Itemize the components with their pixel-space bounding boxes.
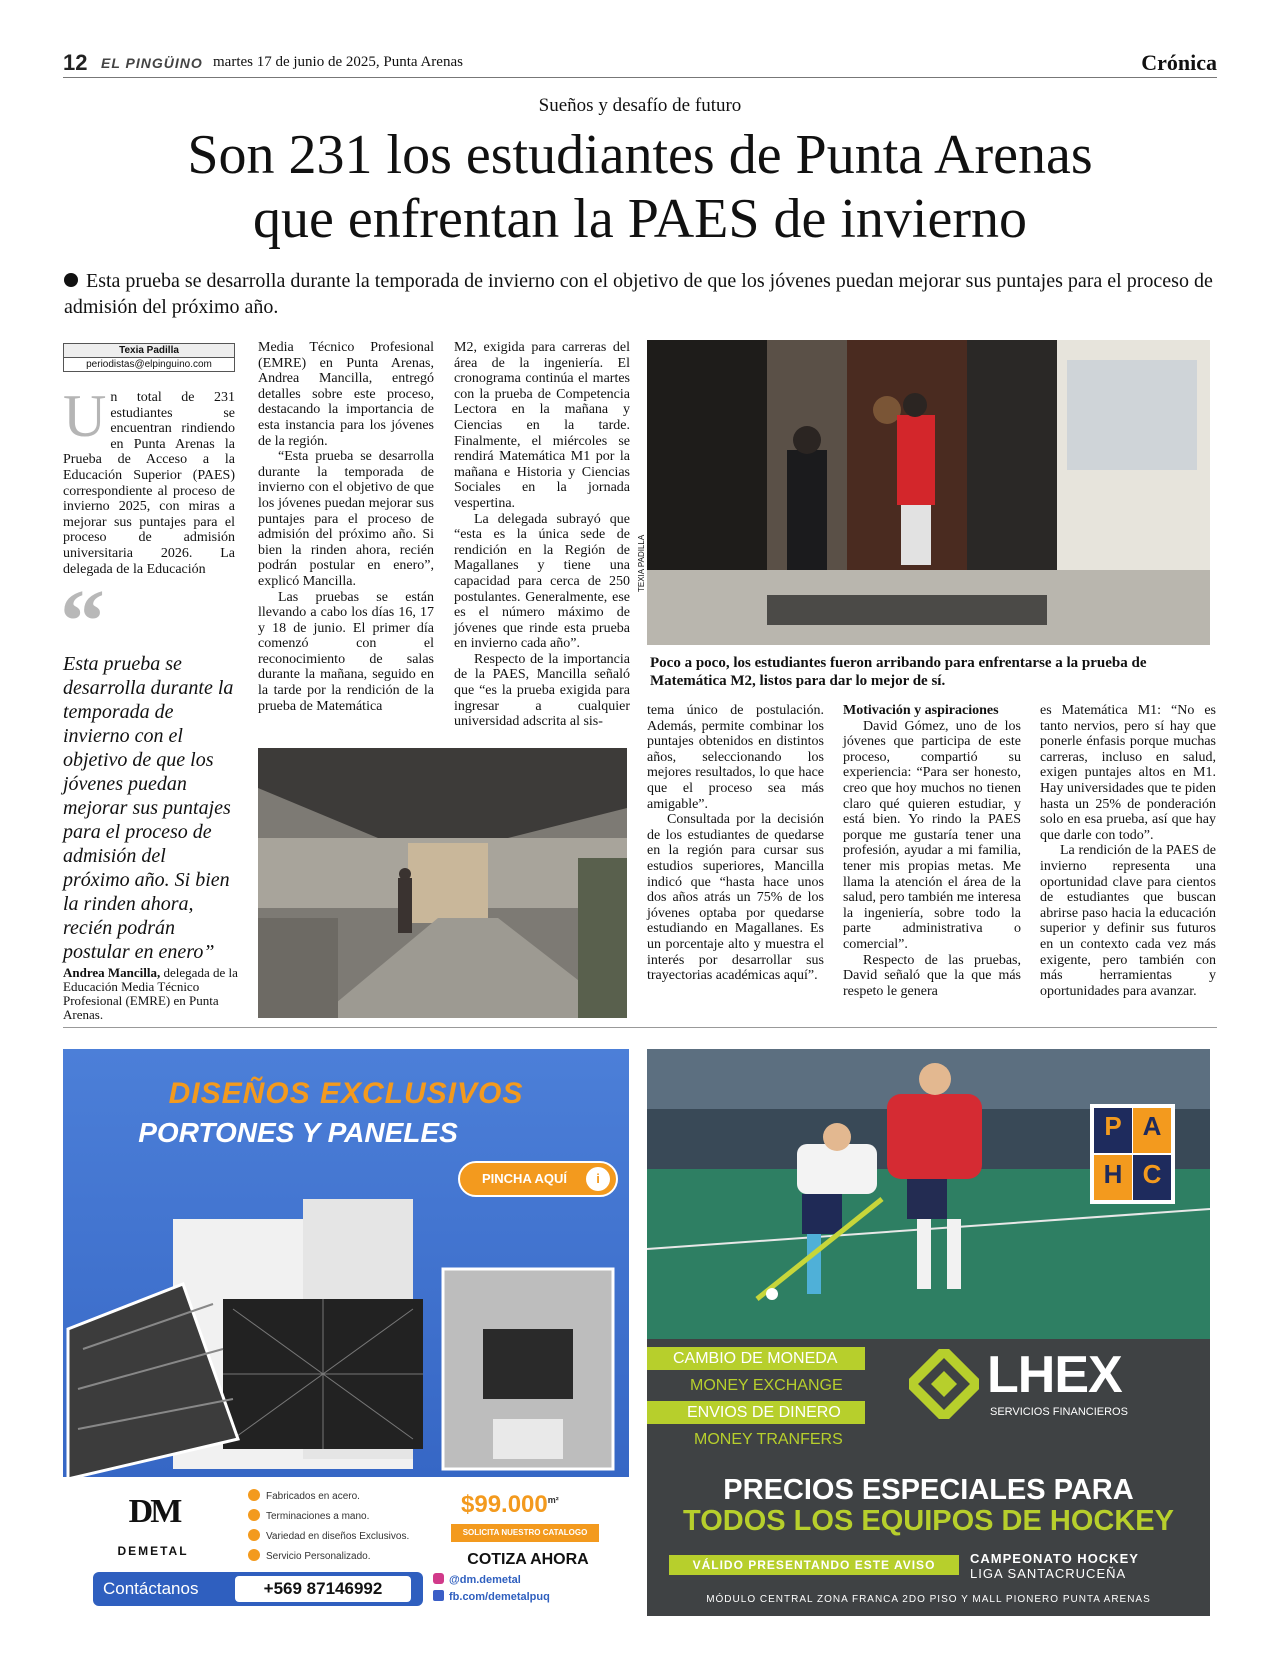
service-item: ENVIOS DE DINERO — [647, 1401, 865, 1424]
instagram-icon — [433, 1573, 444, 1584]
gate-panels-illustration — [63, 1179, 629, 1479]
quote-mark-icon: “ — [60, 572, 105, 671]
check-icon — [248, 1549, 260, 1561]
demetal-logo-icon: DM — [128, 1493, 180, 1530]
paragraph: n total de 231 estudiantes se encuentran rindiendo en Punta Arenas la Prueba de Acceso a la Educación Superior (PAES) correspondiente al proceso de invierno 2025, con miras a mejorar sus puntajes para el proceso de admisión universitaria 2026. La delegada de la Educación — [63, 390, 235, 577]
feature-list — [248, 1489, 438, 1569]
feature-item — [248, 1509, 438, 1529]
attribution-role: delegada de la Educación Media Técnico Profesional (EMRE) en Punta Arenas. — [63, 965, 238, 1022]
service-item: MONEY EXCHANGE — [690, 1377, 843, 1394]
lhex-brand-subtitle: SERVICIOS FINANCIEROS — [990, 1406, 1128, 1418]
subhead: Motivación y aspiraciones — [843, 703, 999, 718]
check-icon — [248, 1529, 260, 1541]
attribution-name: Andrea Mancilla, — [63, 965, 161, 980]
divider — [63, 1027, 1217, 1028]
ad-subtitle: PORTONES Y PANELES — [138, 1117, 458, 1148]
headline-line-1: Son 231 los estudiantes de Punta Arenas — [187, 124, 1093, 186]
catalog-button[interactable]: SOLICITA NUESTRO CATALOGO — [451, 1524, 599, 1542]
paragraph: tema único de postulación. Además, permite combinar los puntajes obtenidos en distintos años, seleccionando los mejores resultados, lo que hace que el proceso sea más amigable”. — [647, 703, 824, 812]
photo-students-entrance — [647, 340, 1210, 645]
cta-label: PINCHA AQUÍ — [482, 1171, 567, 1186]
page-header — [63, 50, 1217, 78]
byline — [63, 343, 235, 372]
brand-name: DEMETAL — [117, 1544, 189, 1558]
lede-text: Esta prueba se desarrolla durante la temporada de invierno con el objetivo de que los jóvenes puedan mejorar sus puntajes para el proceso de admisión del próximo año. — [64, 270, 1213, 318]
drop-cap: U — [63, 383, 107, 449]
info-icon: i — [586, 1167, 610, 1191]
paragraph: M2, exigida para carreras del área de la ingeniería. El cronograma continúa el martes con la prueba de Competencia Lectora en la mañana y Ciencias en la tarde. Finalmente, el miércoles se rendirá Matemática M1 por la mañana e Historia y Ciencias Sociales en la jornada vespertina. — [454, 340, 630, 511]
column-1 — [63, 383, 235, 577]
instagram-link[interactable] — [433, 1573, 613, 1590]
byline-email[interactable]: periodistas@elpinguino.com — [64, 358, 234, 371]
campeonato-line-2: LIGA SANTACRUCEÑA — [970, 1566, 1127, 1581]
facebook-handle: fb.com/demetalpuq — [449, 1591, 550, 1603]
price-unit: m² — [547, 1495, 559, 1505]
column-6 — [1040, 703, 1216, 999]
feature-text: Servicio Personalizado. — [266, 1551, 371, 1562]
dateline: martes 17 de junio de 2025, Punta Arenas — [213, 54, 463, 70]
feature-text: Fabricados en acero. — [266, 1491, 360, 1502]
paragraph: David Gómez, uno de los jóvenes que participa de este proceso, compartió su experiencia: “Para ser honesto, creo que hoy muchos no tienen claro qué quieren estudiar, y está bien. Yo rindo la PAES porque me gustaría tener una profesión, ayudar a mi familia, tener mis propias metas. Me llama la atención el área de la salud, pero también me interesa la ingeniería, sobre todo la parte administrativa o comercial”. — [843, 718, 1021, 952]
photo-credit: TEXIA PADILLA — [637, 534, 646, 592]
promo-headline-2: TODOS LOS EQUIPOS DE HOCKEY — [683, 1505, 1174, 1537]
facebook-link[interactable] — [433, 1590, 613, 1603]
contact-label: Contáctanos — [103, 1579, 199, 1598]
club-letter: C — [1142, 1159, 1162, 1189]
lede — [64, 268, 1224, 320]
ad-lhex[interactable] — [647, 1049, 1210, 1616]
hockey-players-photo — [647, 1049, 1210, 1339]
phone-number[interactable]: +569 87146992 — [235, 1576, 411, 1602]
column-2 — [258, 340, 434, 714]
ad-demetal[interactable] — [63, 1049, 629, 1616]
column-4 — [647, 703, 824, 984]
facebook-icon — [433, 1590, 444, 1601]
club-letter: H — [1103, 1159, 1123, 1189]
feature-text: Terminaciones a mano. — [266, 1511, 370, 1522]
paragraph: La delegada subrayó que “esta es la única sede de rendición en la Región de Magallanes y tiene una capacidad para cerca de 250 postulantes. Generalmente, ese es el número máximo de jóvenes que rinde esta prueba en invierno cada año”. — [454, 511, 630, 652]
lhex-brand: LHEX — [987, 1346, 1122, 1404]
check-icon — [248, 1509, 260, 1521]
social-links — [433, 1573, 613, 1603]
paragraph: es Matemática M1: “No es tanto nervios, pero sí hay que ponerle énfasis porque muchas carreras, incluso en salud, exigen puntajes altos en M1. Hay universidades que te piden hasta un 25% de ponderación solo en esa prueba, así que hay que darle con todo”. — [1040, 703, 1216, 843]
paragraph: Las pruebas se están llevando a cabo los días 16, 17 y 18 de junio. El primer día comenzó con el reconocimiento de salas durante la mañana, seguido en la tarde por la rendición de la prueba de Matemática — [258, 589, 434, 714]
column-3 — [454, 340, 630, 730]
service-item: CAMBIO DE MONEDA — [647, 1347, 865, 1370]
lhex-logo-icon — [909, 1349, 979, 1419]
paragraph: Media Técnico Profesional (EMRE) en Punta Arenas, Andrea Mancilla, entregó detalles sobre este proceso, destacando la importancia de esta instancia para los jóvenes de la región. — [258, 340, 434, 449]
campeonato-line-1: CAMPEONATO HOCKEY — [970, 1551, 1139, 1566]
feature-item — [248, 1489, 438, 1509]
price — [461, 1491, 611, 1519]
quote-attribution — [63, 966, 243, 1022]
feature-item — [248, 1549, 438, 1569]
headline — [40, 123, 1240, 251]
paragraph: La rendición de la PAES de invierno representa una oportunidad clave para cientos de estudiantes que buscan abrirse paso hacia la educación superior y definir sus futuros en un contexto cada vez más exigente, pero también con más herramientas y oportunidades para avanzar. — [1040, 843, 1216, 999]
valid-notice: VÁLIDO PRESENTANDO ESTE AVISO — [669, 1555, 959, 1575]
feature-text: Variedad en diseños Exclusivos. — [266, 1531, 410, 1542]
quote-cta[interactable]: COTIZA AHORA — [467, 1551, 589, 1568]
paragraph: Respecto de la importancia de la PAES, Mancilla señaló que “es la prueba exigida para ingresar a cualquier universidad adscrita al sis- — [454, 651, 630, 730]
club-letter: A — [1142, 1111, 1162, 1141]
masthead-logo: EL PINGÜINO — [101, 55, 203, 71]
photo-caption: Poco a poco, los estudiantes fueron arribando para enfrentarse a la prueba de Matemática M2, listos para dar lo mejor de sí. — [650, 655, 1147, 689]
column-5 — [843, 703, 1021, 999]
feature-item — [248, 1529, 438, 1549]
promo-headline-1: PRECIOS ESPECIALES PARA — [723, 1474, 1134, 1506]
photo-covered-walkway — [258, 748, 627, 1018]
page-number: 12 — [63, 50, 88, 75]
paragraph: Respecto de las pruebas, David señaló que la que más respeto le genera — [843, 952, 1021, 999]
kicker: Sueños y desafío de futuro — [538, 95, 742, 116]
paragraph: Consultada por la decisión de los estudiantes de quedarse en la región para cursar sus estudios superiores, Mancilla indicó que “hasta hace unos dos años atrás un 75% de los jóvenes optaba por quedarse estudiando en Magallanes. Es un porcentaje alto y muestra el interés por desarrollar sus trayectorias académicas aquí”. — [647, 812, 824, 984]
headline-line-2: que enfrentan la PAES de invierno — [253, 188, 1027, 250]
photo-illustration — [258, 748, 627, 1018]
check-icon — [248, 1489, 260, 1501]
byline-name: Texia Padilla — [64, 344, 234, 358]
address: MÓDULO CENTRAL ZONA FRANCA 2DO PISO Y MALL PIONERO PUNTA ARENAS — [706, 1594, 1151, 1605]
ad-title: DISEÑOS EXCLUSIVOS — [168, 1077, 524, 1110]
pull-quote: Esta prueba se desarrolla durante la temporada de invierno con el objetivo de que los jóvenes puedan mejorar sus puntajes para el proceso de admisión del próximo año. Si bien la rinden ahora, recién podrán postular en enero” — [63, 653, 234, 963]
instagram-handle: @dm.demetal — [449, 1574, 521, 1586]
paragraph: “Esta prueba se desarrolla durante la temporada de invierno con el objetivo de que los jóvenes puedan mejorar sus puntajes para el proceso de admisión del próximo año. Si bien la rinden ahora, recién podrán postular en enero”, explicó Mancilla. — [258, 449, 434, 589]
bullet-icon — [64, 273, 78, 287]
photo-illustration — [647, 340, 1210, 645]
club-letter: P — [1104, 1111, 1122, 1141]
price-value: $99.000 — [461, 1491, 548, 1518]
service-item: MONEY TRANFERS — [694, 1431, 843, 1448]
section-title: Crónica — [1141, 50, 1217, 75]
